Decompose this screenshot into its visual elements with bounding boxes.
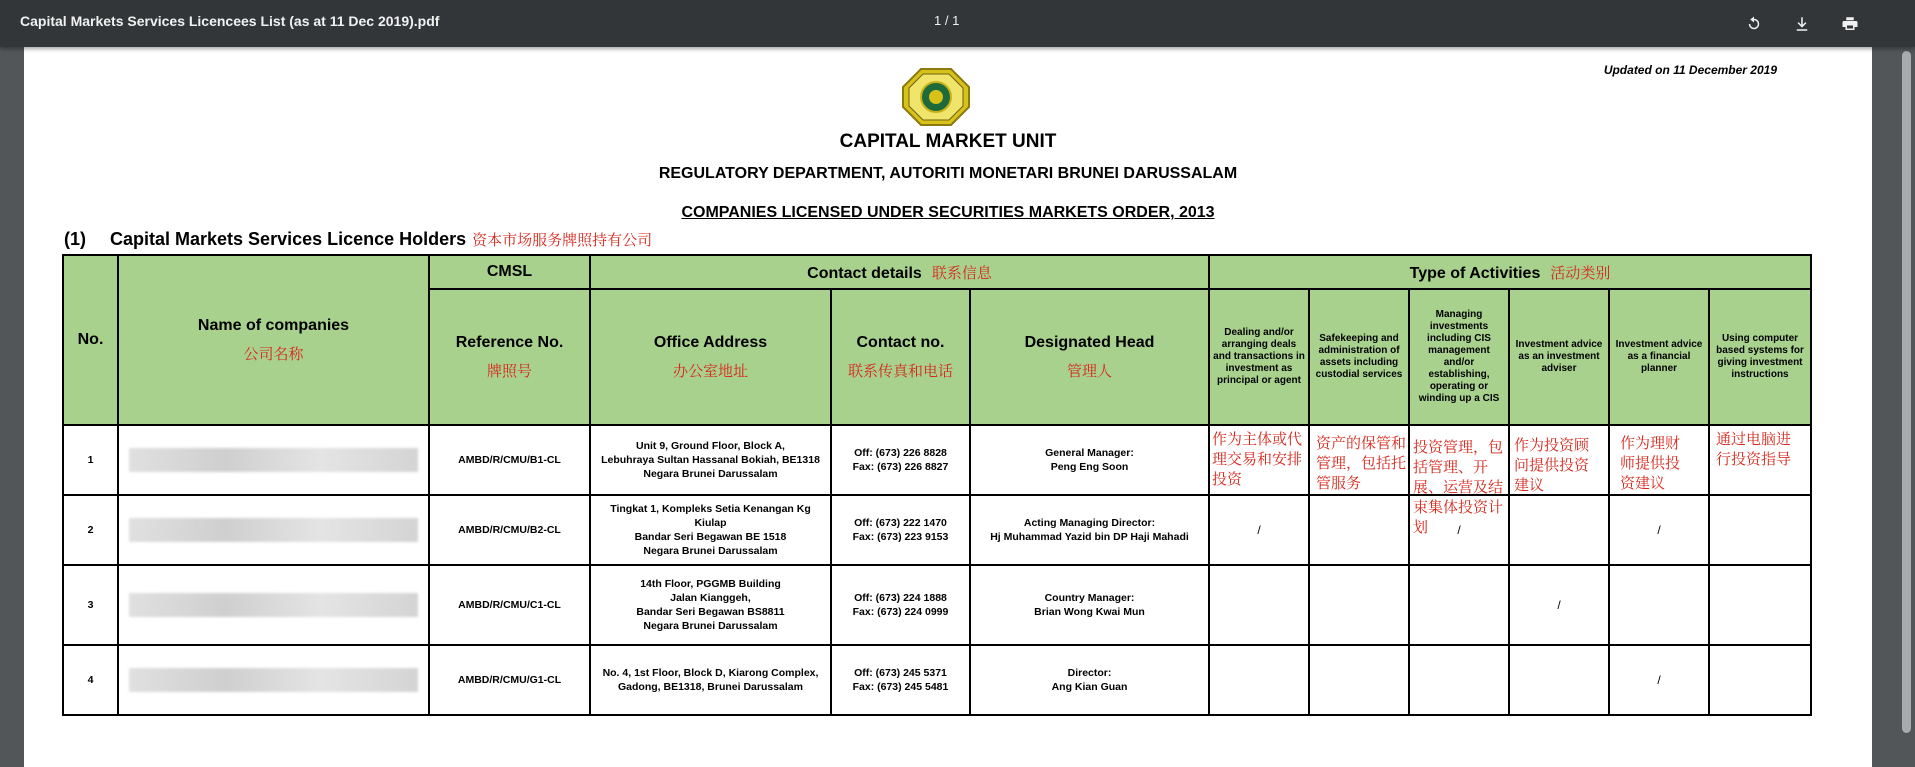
designated-head bbox=[970, 425, 1209, 495]
address-line: 14th Floor, PGGMB Building bbox=[640, 578, 781, 590]
header-no: No. bbox=[63, 255, 118, 425]
document-title: Capital Markets Services Licencees List (as at 11 Dec 2019).pdf bbox=[20, 13, 440, 29]
activity-mark bbox=[1409, 565, 1509, 645]
header-contactno-text: Contact no. bbox=[856, 333, 945, 351]
header-contact bbox=[590, 255, 1209, 289]
office-address bbox=[590, 425, 831, 495]
reference-number: AMBD/R/CMU/G1-CL bbox=[429, 645, 590, 715]
row-number: 4 bbox=[63, 645, 118, 715]
activity-mark bbox=[1209, 565, 1309, 645]
head-name: Brian Wong Kwai Mun bbox=[1034, 606, 1145, 618]
fax-number: Fax: (673) 224 0999 bbox=[852, 606, 949, 618]
rotate-button[interactable] bbox=[1738, 8, 1770, 40]
head-role: General Manager: bbox=[1045, 447, 1134, 459]
designated-head bbox=[970, 495, 1209, 565]
head-name: Peng Eng Soon bbox=[1050, 461, 1129, 473]
company-name-redacted bbox=[118, 565, 429, 645]
activity-mark bbox=[1709, 565, 1811, 645]
head-role: Country Manager: bbox=[1044, 592, 1135, 604]
header-contactno-cn: 联系传真和电话 bbox=[847, 361, 953, 380]
print-button[interactable] bbox=[1834, 8, 1866, 40]
redacted-name-blur bbox=[129, 518, 418, 542]
section-title-cn: 资本市场服务牌照持有公司 bbox=[472, 231, 653, 249]
activity-mark: / bbox=[1409, 495, 1509, 565]
fax-number: Fax: (673) 223 9153 bbox=[852, 531, 949, 543]
header-contact-cn: 联系信息 bbox=[931, 263, 992, 282]
reference-number: AMBD/R/CMU/B2-CL bbox=[429, 495, 590, 565]
header-head-cn: 管理人 bbox=[1066, 361, 1112, 380]
emblem-logo bbox=[901, 67, 971, 127]
address-line: Tingkat 1, Kompleks Setia Kenangan Kg bbox=[610, 503, 811, 515]
designated-head bbox=[970, 565, 1209, 645]
activity-mark bbox=[1709, 645, 1811, 715]
activity-mark: / bbox=[1509, 565, 1609, 645]
address-line: Jalan Kianggeh, bbox=[670, 592, 751, 604]
address-line: Gadong, BE1318, Brunei Darussalam bbox=[618, 681, 803, 693]
activity-mark bbox=[1709, 495, 1811, 565]
header-ref bbox=[429, 289, 590, 425]
activity-mark: / bbox=[1209, 495, 1309, 565]
rotate-icon bbox=[1745, 15, 1763, 33]
header-name-cn: 公司名称 bbox=[243, 344, 304, 363]
updated-date: Updated on 11 December 2019 bbox=[1603, 63, 1777, 77]
header-ref-text: Reference No. bbox=[455, 333, 564, 351]
fax-number: Fax: (673) 226 8827 bbox=[852, 461, 949, 473]
activity-mark: / bbox=[1609, 645, 1709, 715]
office-phone: Off: (673) 224 1888 bbox=[854, 592, 947, 604]
contact-number bbox=[831, 645, 970, 715]
row-number: 1 bbox=[63, 425, 118, 495]
head-role: Acting Managing Director: bbox=[1023, 517, 1156, 529]
redacted-name-blur bbox=[129, 448, 418, 472]
address-line: Bandar Seri Begawan BS8811 bbox=[636, 606, 785, 618]
activity-note-computer: 通过电脑进行投资指导 bbox=[1716, 430, 1792, 468]
header-activity-adviser: Investment advice as an investment adviser bbox=[1509, 289, 1609, 425]
header-head-text: Designated Head bbox=[1024, 333, 1155, 351]
address-line: Lebuhraya Sultan Hassanal Bokiah, BE1318 bbox=[601, 454, 820, 466]
contact-number bbox=[831, 425, 970, 495]
header-activities bbox=[1209, 255, 1811, 289]
activity-mark: / bbox=[1609, 495, 1709, 565]
contact-number bbox=[831, 495, 970, 565]
office-phone: Off: (673) 222 1470 bbox=[854, 517, 947, 529]
section-title bbox=[64, 229, 652, 250]
activity-mark bbox=[1309, 495, 1409, 565]
redacted-name-blur bbox=[129, 668, 418, 692]
company-name-redacted bbox=[118, 495, 429, 565]
table-row bbox=[63, 565, 1811, 645]
activity-mark bbox=[1309, 645, 1409, 715]
row-number: 3 bbox=[63, 565, 118, 645]
activity-note-managing: 投资管理，包括管理、开展、运营及结束集体投资计划 bbox=[1413, 438, 1504, 536]
address-line: Bandar Seri Begawan BE 1518 bbox=[634, 531, 787, 543]
pdf-page bbox=[24, 47, 1872, 767]
activity-mark bbox=[1209, 645, 1309, 715]
office-address bbox=[590, 495, 831, 565]
header-head bbox=[970, 289, 1209, 425]
address-line: Negara Brunei Darussalam bbox=[643, 545, 778, 557]
contact-number bbox=[831, 565, 970, 645]
activity-mark bbox=[1309, 565, 1409, 645]
company-name-redacted bbox=[118, 645, 429, 715]
row-number: 2 bbox=[63, 495, 118, 565]
office-phone: Off: (673) 245 5371 bbox=[854, 667, 947, 679]
header-activity-safekeeping: Safekeeping and administration of assets including custodial services bbox=[1309, 289, 1409, 425]
designated-head bbox=[970, 645, 1209, 715]
office-address bbox=[590, 645, 831, 715]
header-name-text: Name of companies bbox=[197, 316, 350, 334]
subheading: REGULATORY DEPARTMENT, AUTORITI MONETARI BRUNEI DARUSSALAM bbox=[658, 165, 1238, 182]
reference-number: AMBD/R/CMU/B1-CL bbox=[429, 425, 590, 495]
address-line: Negara Brunei Darussalam bbox=[643, 620, 778, 632]
activity-note-dealing: 作为主体或代理交易和安排投资 bbox=[1212, 430, 1303, 488]
activity-note-safekeeping: 资产的保管和管理，包括托管服务 bbox=[1316, 434, 1407, 492]
head-name: Ang Kian Guan bbox=[1051, 681, 1128, 693]
activity-mark bbox=[1409, 645, 1509, 715]
header-office-text: Office Address bbox=[653, 333, 768, 351]
head-name: Hj Muhammad Yazid bin DP Haji Mahadi bbox=[990, 531, 1189, 543]
address-line: Kiulap bbox=[694, 517, 727, 529]
reference-number: AMBD/R/CMU/C1-CL bbox=[429, 565, 590, 645]
download-icon bbox=[1793, 15, 1811, 33]
table-row bbox=[63, 645, 1811, 715]
table-row bbox=[63, 495, 1811, 565]
company-name-redacted bbox=[118, 425, 429, 495]
vertical-scrollbar[interactable] bbox=[1898, 47, 1915, 737]
header-activity-planner: Investment advice as a financial planner bbox=[1609, 289, 1709, 425]
activity-note-planner: 作为理财师提供投资建议 bbox=[1620, 434, 1681, 492]
fax-number: Fax: (673) 245 5481 bbox=[852, 681, 949, 693]
document-heading-text: COMPANIES LICENSED UNDER SECURITIES MARKETS ORDER, 2013 bbox=[681, 204, 1215, 221]
address-line: Unit 9, Ground Floor, Block A, bbox=[636, 440, 785, 452]
office-address bbox=[590, 565, 831, 645]
activity-mark bbox=[1509, 645, 1609, 715]
heading: CAPITAL MARKET UNIT bbox=[839, 131, 1057, 152]
document-heading bbox=[24, 204, 1872, 222]
section-title-text: Capital Markets Services Licence Holders bbox=[110, 229, 467, 249]
header-activities-text: Type of Activities bbox=[1409, 264, 1541, 282]
redacted-name-blur bbox=[129, 593, 418, 617]
header-contactno bbox=[831, 289, 970, 425]
office-phone: Off: (673) 226 8828 bbox=[854, 447, 947, 459]
pdf-toolbar bbox=[0, 0, 1915, 47]
activity-note-adviser: 作为投资顾问提供投资建议 bbox=[1514, 436, 1590, 494]
header-office-cn: 办公室地址 bbox=[672, 361, 748, 380]
address-line: No. 4, 1st Floor, Block D, Kiarong Complex, bbox=[602, 667, 819, 679]
activity-mark bbox=[1509, 495, 1609, 565]
header-activities-cn: 活动类别 bbox=[1550, 263, 1611, 282]
activity-mark bbox=[1609, 565, 1709, 645]
section-number: (1) bbox=[64, 229, 86, 249]
scrollbar-thumb[interactable] bbox=[1902, 51, 1911, 733]
header-activity-dealing: Dealing and/or arranging deals and transactions in investment as principal or agent bbox=[1209, 289, 1309, 425]
header-activity-computer: Using computer based systems for giving investment instructions bbox=[1709, 289, 1811, 425]
header-name bbox=[118, 255, 429, 425]
header-contact-text: Contact details bbox=[807, 264, 922, 282]
head-role: Director: bbox=[1067, 667, 1112, 679]
header-office bbox=[590, 289, 831, 425]
download-button[interactable] bbox=[1786, 8, 1818, 40]
header-ref-cn: 牌照号 bbox=[486, 361, 532, 380]
page-indicator: 1 / 1 bbox=[934, 13, 960, 28]
header-activity-managing: Managing investments including CIS management and/or establishing, operating or winding up a CIS bbox=[1409, 289, 1509, 425]
print-icon bbox=[1841, 15, 1859, 33]
header-cmsl: CMSL bbox=[429, 255, 590, 289]
address-line: Negara Brunei Darussalam bbox=[643, 468, 778, 480]
